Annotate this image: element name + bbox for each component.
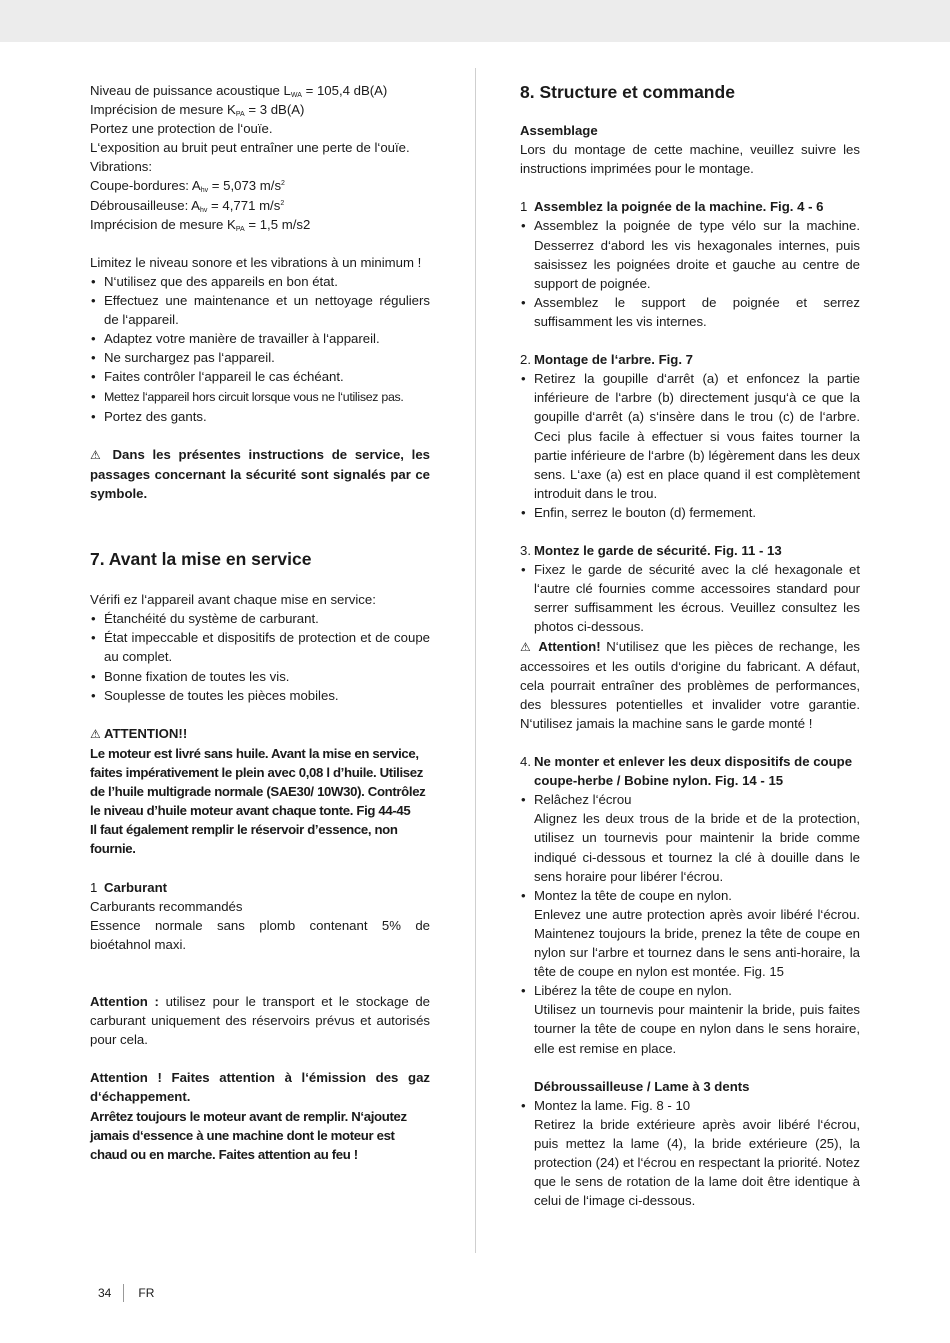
left-column: [90, 81, 430, 1164]
list-item: • Retirez la goupille d‘arrêt (a) et enfoncez la partie inférieure de l‘arbre (b) directement jusqu‘à ce que la goupille d‘arrêt (a) s‘insère dans le trou (c) de l‘arbre. Ceci plus facile à effectuer si vous faites tourner la partie inférieure de l‘arbre (b) légèrement dans les deux sens. L‘axe (a) est en place quand il est complètement introduit dans le trou.: [520, 369, 860, 503]
limit-intro: Limitez le niveau sonore et les vibrations à un minimum !: [90, 254, 422, 270]
step-3-attention: ⚠ Attention! N‘utilisez que les pièces de rechange, les accessoires et les outils d‘origine du fabricant. A défaut, cela pourrait entraîner des problèmes de performances, des blessures potentielles et invalider votre garantie. N‘utilisez jamais la machine sans le garde monté !: [520, 638, 860, 731]
section-8-title: 8. Structure et commande: [520, 82, 735, 102]
attention-exhaust: Attention ! Faites attention à l‘émission des gaz d‘échappement.: [90, 1070, 430, 1105]
safety-note: ⚠ Dans les présentes instructions de service, les passages concernant la sécurité sont signalés par ce symbole.: [90, 446, 430, 501]
list-item: • Adaptez votre manière de travailler à l‘appareil.: [90, 329, 430, 348]
step-2-list: [520, 369, 860, 522]
list-item: • Relâchez l‘écrou Alignez les deux trous de la bride et de la protection, utilisez un tournevis pour maintenir la bride comme indiqué ci-dessous et tournez la clé à douille dans le sens horaire pour libérer l‘écrou.: [520, 790, 860, 885]
section-7-title: 7. Avant la mise en service: [90, 549, 312, 570]
list-item: • Assemblez la poignée de type vélo sur la machine. Desserrez d‘abord les vis hexagonales internes, puis saisissez les poignées droite et gauche au centre de support de poignée.: [520, 216, 860, 292]
page-number: 34: [98, 1286, 112, 1300]
fuel-line-2: Essence normale sans plomb contenant 5% de bioétahnol maxi.: [90, 917, 430, 952]
sec7-list: [90, 609, 430, 704]
noise-warning: L‘exposition au bruit peut entraîner une perte de l‘ouïe.: [90, 140, 410, 156]
vibration-brushcutter: Débrousailleuse: $A_{hv} = 4,771$ $m/s^2$: [90, 197, 285, 214]
list-item: • Ne surchargez pas l‘appareil.: [90, 348, 430, 367]
attention-storage: Attention : utilisez pour le transport et le stockage de carburant uniquement des réservoirs prévus et autorisés pour cela.: [90, 993, 430, 1048]
step-4-list: [520, 790, 860, 1057]
list-item: • État impeccable et dispositifs de protection et de coupe au complet.: [90, 628, 430, 666]
brushcutter-title: Débroussailleuse / Lame à 3 dents: [534, 1078, 750, 1094]
warning-triangle-icon: ⚠: [520, 639, 533, 654]
step-1-list: [520, 216, 860, 331]
step-4-heading: 4. Ne monter et enlever les deux dispositifs de coupe coupe-herbe / Bobine nylon. Fig. 14 - 15: [520, 754, 853, 789]
vibration-trimmer: Coupe-bordures: $A_{hv} = 5,073$ $m/s^2$: [90, 178, 285, 195]
column-divider: [475, 68, 476, 1253]
list-item: • Libérez la tête de coupe en nylon. Utilisez un tournevis pour maintenir la bride, puis faites tourner la tête de coupe en nylon dans le sens horaire, elle est remise en place.: [520, 981, 860, 1057]
step-1-heading: 1 Assemblez la poignée de la machine. Fig. 4 - 6: [520, 199, 824, 215]
list-item: • Fixez le garde de sécurité avec la clé hexagonale et l‘autre clé fournies comme accessoires standard pour serrer suffisamment les écrous. Veuillez consultez les photos ci-dessous.: [520, 560, 860, 636]
list-item: • Souplesse de toutes les pièces mobiles.: [90, 686, 430, 705]
sec7-intro: Vérifi ez l‘appareil avant chaque mise en service:: [90, 592, 376, 608]
vibrations-label: Vibrations:: [90, 159, 153, 175]
fuel-heading: 1 Carburant: [90, 879, 168, 895]
list-item: • Portez des gants.: [90, 407, 430, 426]
attention-text-2: Il faut également remplir le réservoir d’essence, non fournie.: [90, 822, 398, 857]
noise-kpa: Imprécision de mesure $K_{PA} = 3$ dB(A): [90, 102, 305, 119]
assembly-title: Assemblage: [520, 123, 598, 138]
list-item: • Étanchéité du système de carburant.: [90, 609, 430, 628]
attention-text: Le moteur est livré sans huile. Avant la mise en service, faites impérativement le plein avec 0,08 l d’huile. Utilisez de l’huile multigrade normale (SAE30/ 10W30). Contrôlez le niveau d’huile moteur avant chaque tonte. Fig 44-45: [90, 745, 426, 819]
attention-title: ⚠ ATTENTION!!: [90, 725, 188, 741]
warning-triangle-icon: ⚠: [90, 726, 101, 741]
list-item: • Mettez l‘appareil hors circuit lorsque vous ne l‘utilisez pas.: [90, 387, 430, 407]
list-item: • Montez la lame. Fig. 8 - 10 Retirez la bride extérieure après avoir libéré l‘écrou, puis mettez la lame (4), la bride extérieure (25), la protection (24) et l‘écrou en respectant la priorité. Notez que le sens de rotation de la lame doit être identique à celui de l‘image ci-dessous.: [520, 1096, 860, 1211]
language-code: FR: [138, 1286, 155, 1300]
assembly-text: Lors du montage de cette machine, veuillez suivre les instructions imprimées pour le montage.: [520, 142, 860, 177]
noise-lwa: Niveau de puissance acoustique $L_{WA} = 105,4$ dB(A): [90, 83, 388, 99]
list-item: • N‘utilisez que des appareils en bon état.: [90, 272, 430, 291]
step-3-list: [520, 560, 860, 636]
list-item: • Effectuez une maintenance et un nettoyage réguliers de l‘appareil.: [90, 291, 430, 329]
limit-list: [90, 272, 430, 426]
footer-separator: [123, 1284, 124, 1302]
top-bar: [0, 0, 950, 42]
list-item: • Enfin, serrez le bouton (d) fermement.: [520, 503, 860, 522]
list-item: • Assemblez le support de poignée et serrez suffisamment les vis internes.: [520, 293, 860, 331]
ear-protection: Portez une protection de l‘ouïe.: [90, 121, 273, 137]
attention-refuel: Arrêtez toujours le moteur avant de remplir. N‘ajoutez jamais d‘essence à une machine dont le moteur est chaud ou en marche. Faites attention au feu !: [90, 1108, 407, 1162]
page-footer: [98, 1284, 154, 1302]
step-2-heading: 2. Montage de l‘arbre. Fig. 7: [520, 352, 694, 368]
list-item: • Bonne fixation de toutes les vis.: [90, 667, 430, 686]
step-3-heading: 3. Montez le garde de sécurité. Fig. 11 - 13: [520, 543, 782, 559]
fuel-line-1: Carburants recommandés: [90, 898, 243, 914]
list-item: • Montez la tête de coupe en nylon. Enlevez une autre protection après avoir libéré l‘écrou. Maintenez toujours la bride, prenez la tête de coupe en nylon sur l‘arbre et tournez dans le sens anti-horaire, la tête de coupe en nylon est montée. Fig. 15: [520, 886, 860, 981]
vibration-kpa: Imprécision de mesure $K_{PA} = 1,5$ m/s2: [90, 216, 311, 233]
right-column: [520, 81, 860, 1210]
list-item: • Faites contrôler l‘appareil le cas échéant.: [90, 367, 430, 386]
brushcutter-list: [520, 1096, 860, 1211]
warning-triangle-icon: ⚠: [90, 447, 105, 462]
